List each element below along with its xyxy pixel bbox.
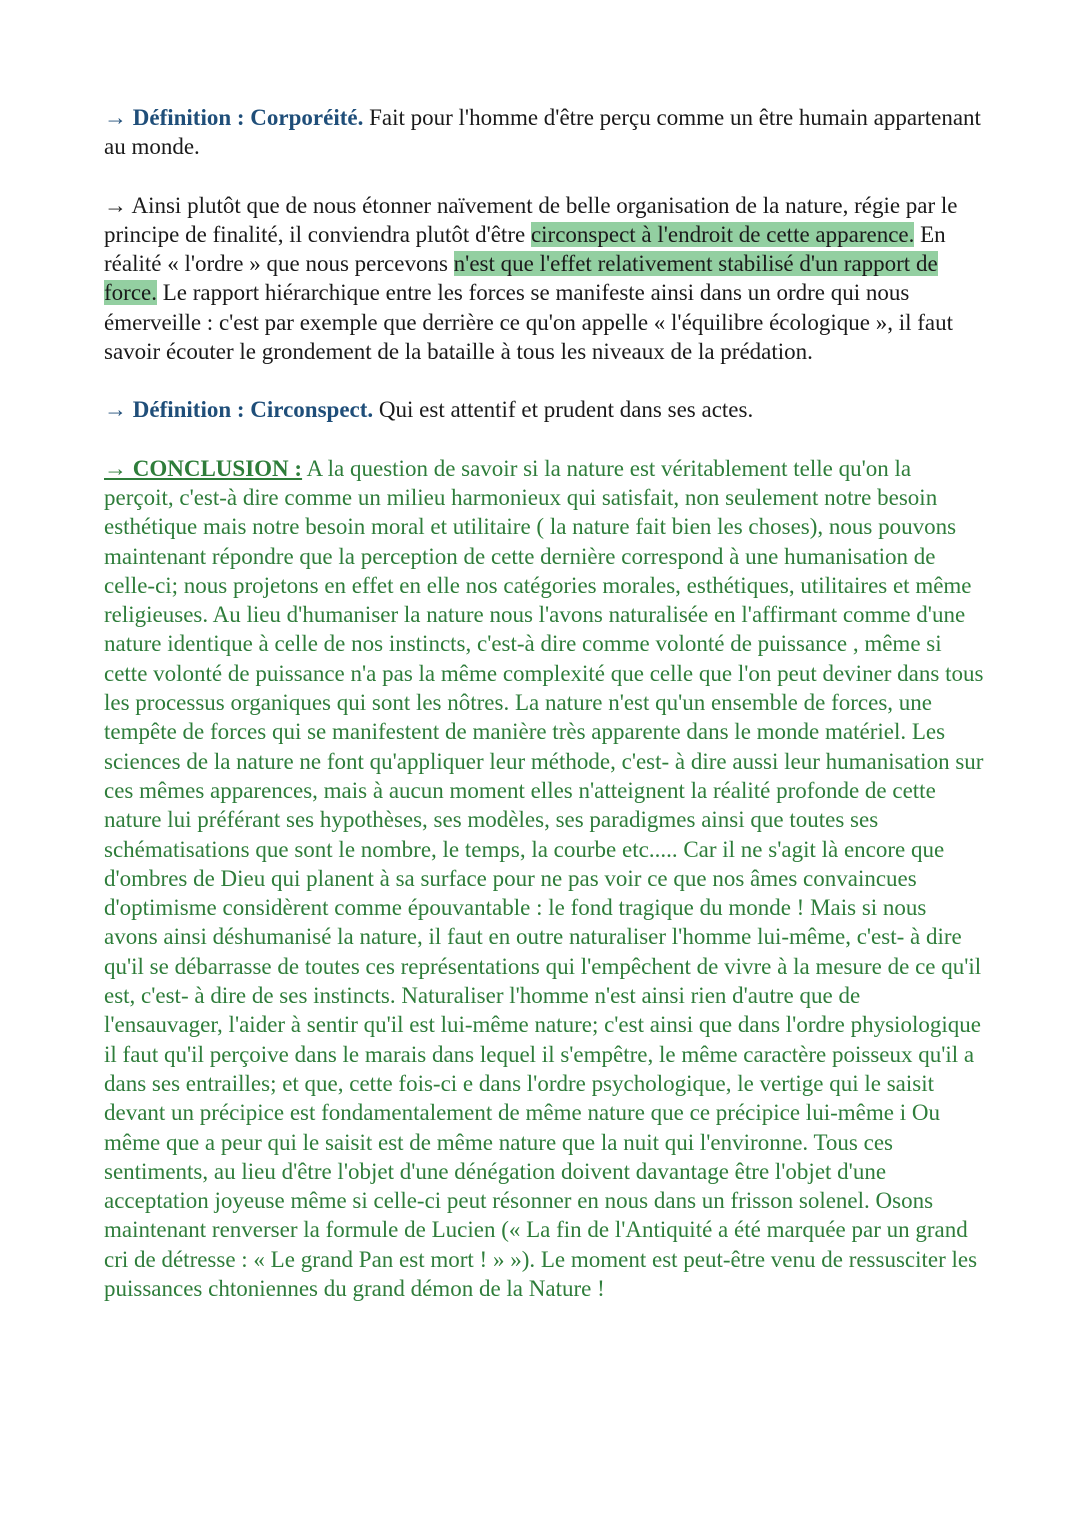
conclusion-paragraph <box>104 454 984 1304</box>
nature-order-paragraph <box>104 191 984 367</box>
paragraph-text: En réalité « l'ordre » que nous percevons <box>104 221 946 277</box>
highlighted-text: n'est que l'effet relativement stabilisé d'un rapport de force. <box>104 251 938 306</box>
definition-label: Définition : Circonspect. <box>132 397 374 423</box>
definition-text: Fait pour l'homme d'être perçu comme un être humain appartenant au monde. <box>104 105 981 160</box>
paragraph-text: Ainsi plutôt que de nous étonner naïvement de belle organisation de la nature, régie par le principe de finalité, il conviendra plutôt d'être <box>104 192 958 247</box>
definition-circonspect <box>104 395 984 424</box>
conclusion-text: A la question de savoir si la nature est véritablement telle qu'on la perçoit, c'est-à dire comme un milieu harmonieux qui satisfait, non seulement notre besoin esthétique mais notre besoin moral et utilitaire ( la nature fait bien les choses), nous pouvons maintenant répondre que la perception de cette dernière correspond à une humanisation de celle-ci; nous projetons en effet en elle nos catégories morales, esthétiques, utilitaires et même religieuses. Au lieu d'humaniser la nature nous l'avons naturalisée en l'affirmant comme d'une nature identique à celle de nos instincts, c'est-à dire comme volonté de puissance , même si cette volonté de puissance n'a pas la même complexité que celle que l'on peut deviner dans tous les processus organiques qui sont les nôtres. La nature n'est qu'un ensemble de forces, une tempête de forces qui se manifestent de manière très apparente dans le monde matériel. Les sciences de la nature ne font qu'appliquer leur méthode, c'est- à dire aussi leur humanisation sur ces mêmes apparences, mais à aucun moment elles n'atteignent la réalité profonde de cette nature lui préférant ses hypothèses, ses modèles, ses paradigmes ainsi que toutes ses schématisations que sont le nombre, le temps, la courbe etc..... Car il ne s'agit là encore que d'ombres de Dieu qui planent à sa surface pour ne pas voir ce que nos âmes convaincues d'optimisme considèrent comme épouvantable : le fond tragique du monde ! Mais si nous avons ainsi déshumanisé la nature, il faut en outre naturaliser l'homme lui-même, c'est- à dire qu'il se débarrasse de toutes ces représentations qui l'empêchent de vivre à la mesure de ce qu'il est, c'est- à dire de ses instincts. Naturaliser l'homme n'est ainsi rien d'autre que de l'ensauvager, l'aider à sentir qu'il est lui-même nature; c'est ainsi que dans l'ordre physiologique il faut qu'il perçoive dans le marais dans lequel il s'empêtre, le même caractère poisseux qu'il a dans ses entrailles; et que, cette fois-ci e dans l'ordre psychologique, le vertige qui le saisit devant un précipice est fondamentalement de même nature que ce précipice lui-même i Ou même que a peur qui le saisit est de même nature que la nuit qui l'environne. Tous ces sentiments, au lieu d'être l'objet d'une dénégation doivent davantage être l'objet d'une acceptation joyeuse même si celle-ci peut résonner en nous dans un frisson solenel. Osons maintenant renverser la formule de Lucien (« La fin de l'Antiquité a été marquée par un grand cri de détresse : « Le grand Pan est mort ! » »). Le moment est peut-être venu de ressusciter les puissances chtoniennes du grand démon de la Nature ! <box>104 455 984 1301</box>
definition-text: Qui est attentif et prudent dans ses actes. <box>373 397 754 423</box>
conclusion-label: → CONCLUSION : <box>104 455 303 481</box>
arrow-icon: → <box>104 105 127 130</box>
definition-label: Définition : Corporéité. <box>132 105 364 130</box>
definition-corporeite <box>104 103 984 162</box>
paragraph-text: Le rapport hiérarchique entre les forces se manifeste ainsi dans un ordre qui nous émerveille : c'est par exemple que derrière ce qu'on appelle « l'équilibre écologique », il faut savoir écouter le grondement de la bataille à tous les niveaux de la prédation. <box>104 280 954 365</box>
arrow-icon: → <box>104 192 127 218</box>
document-page <box>104 103 984 1332</box>
arrow-icon: → <box>104 397 127 423</box>
highlighted-text: circonspect à l'endroit de cette apparence. <box>530 221 915 247</box>
